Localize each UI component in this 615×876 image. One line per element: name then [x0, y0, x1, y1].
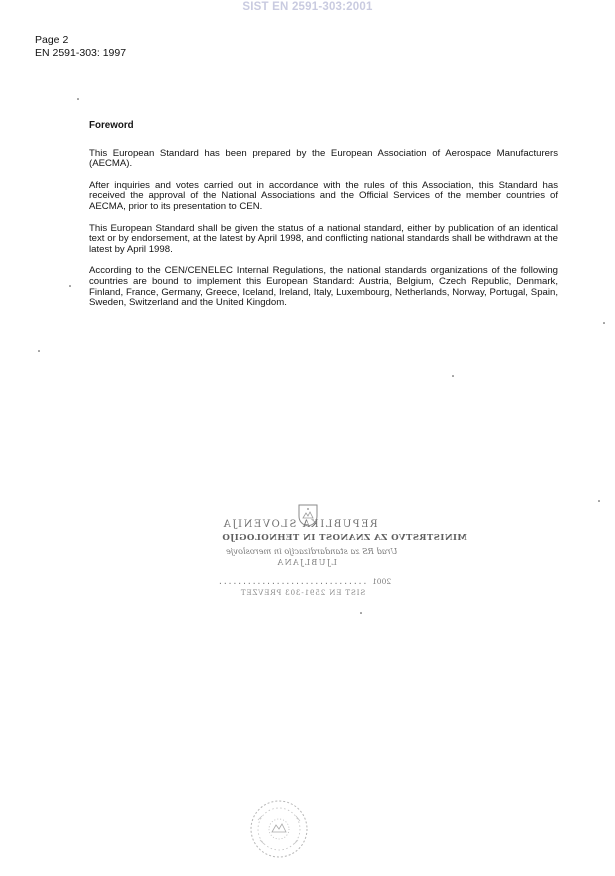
watermark-text: SIST EN 2591-303:2001 [242, 1, 373, 13]
round-seal-icon [248, 798, 310, 860]
scan-speck [598, 500, 600, 502]
foreword-paragraph-3: This European Standard shall be given the status of a national standard, either by publication of an identical text or by endorsement, at the latest by April 1998, and conflicting national standards shall be withdrawn at the latest by April 1998. [89, 222, 558, 255]
foreword-heading: Foreword [89, 120, 134, 131]
page-header [35, 34, 126, 60]
foreword-paragraph-1: This European Standard has been prepared by the European Association of Aerospace Manufacturers (AECMA). [89, 147, 558, 170]
standard-number: EN 2591-303: 1997 [35, 47, 127, 59]
scan-speck [603, 322, 605, 324]
scan-speck [38, 350, 40, 352]
scan-speck [452, 375, 454, 377]
scan-speck [360, 612, 362, 614]
bleed-through-stamp: REPUBLIKA SLOVENIJA MINISTRSTVO ZA ZNANOST IN TEHNOLOGIJO Urad RS za standardizacijo in meroslovje LJUBLJANA ............................... 2001 SIST EN 2591-303 PREVZET [222, 503, 398, 603]
foreword-section [89, 121, 558, 320]
page-number: Page 2 [35, 34, 69, 46]
foreword-paragraph-2: After inquiries and votes carried out in accordance with the rules of this Association, this Standard has received the approval of the National Associations and the Official Services of the member countries of AECMA, prior to its presentation to CEN. [89, 179, 558, 212]
scan-speck [69, 285, 71, 287]
scan-speck [77, 98, 79, 100]
foreword-paragraph-4: According to the CEN/CENELEC Internal Regulations, the national standards organizations of the following countries are bound to implement this European Standard: Austria, Belgium, Czech Republic, Denmark, Finland, France, Germany, Greece, Iceland, Ireland, Italy, Luxembourg, Netherlands, Norway, Portugal, Spain, Sweden, Switzerland and the United Kingdom. [89, 265, 558, 309]
